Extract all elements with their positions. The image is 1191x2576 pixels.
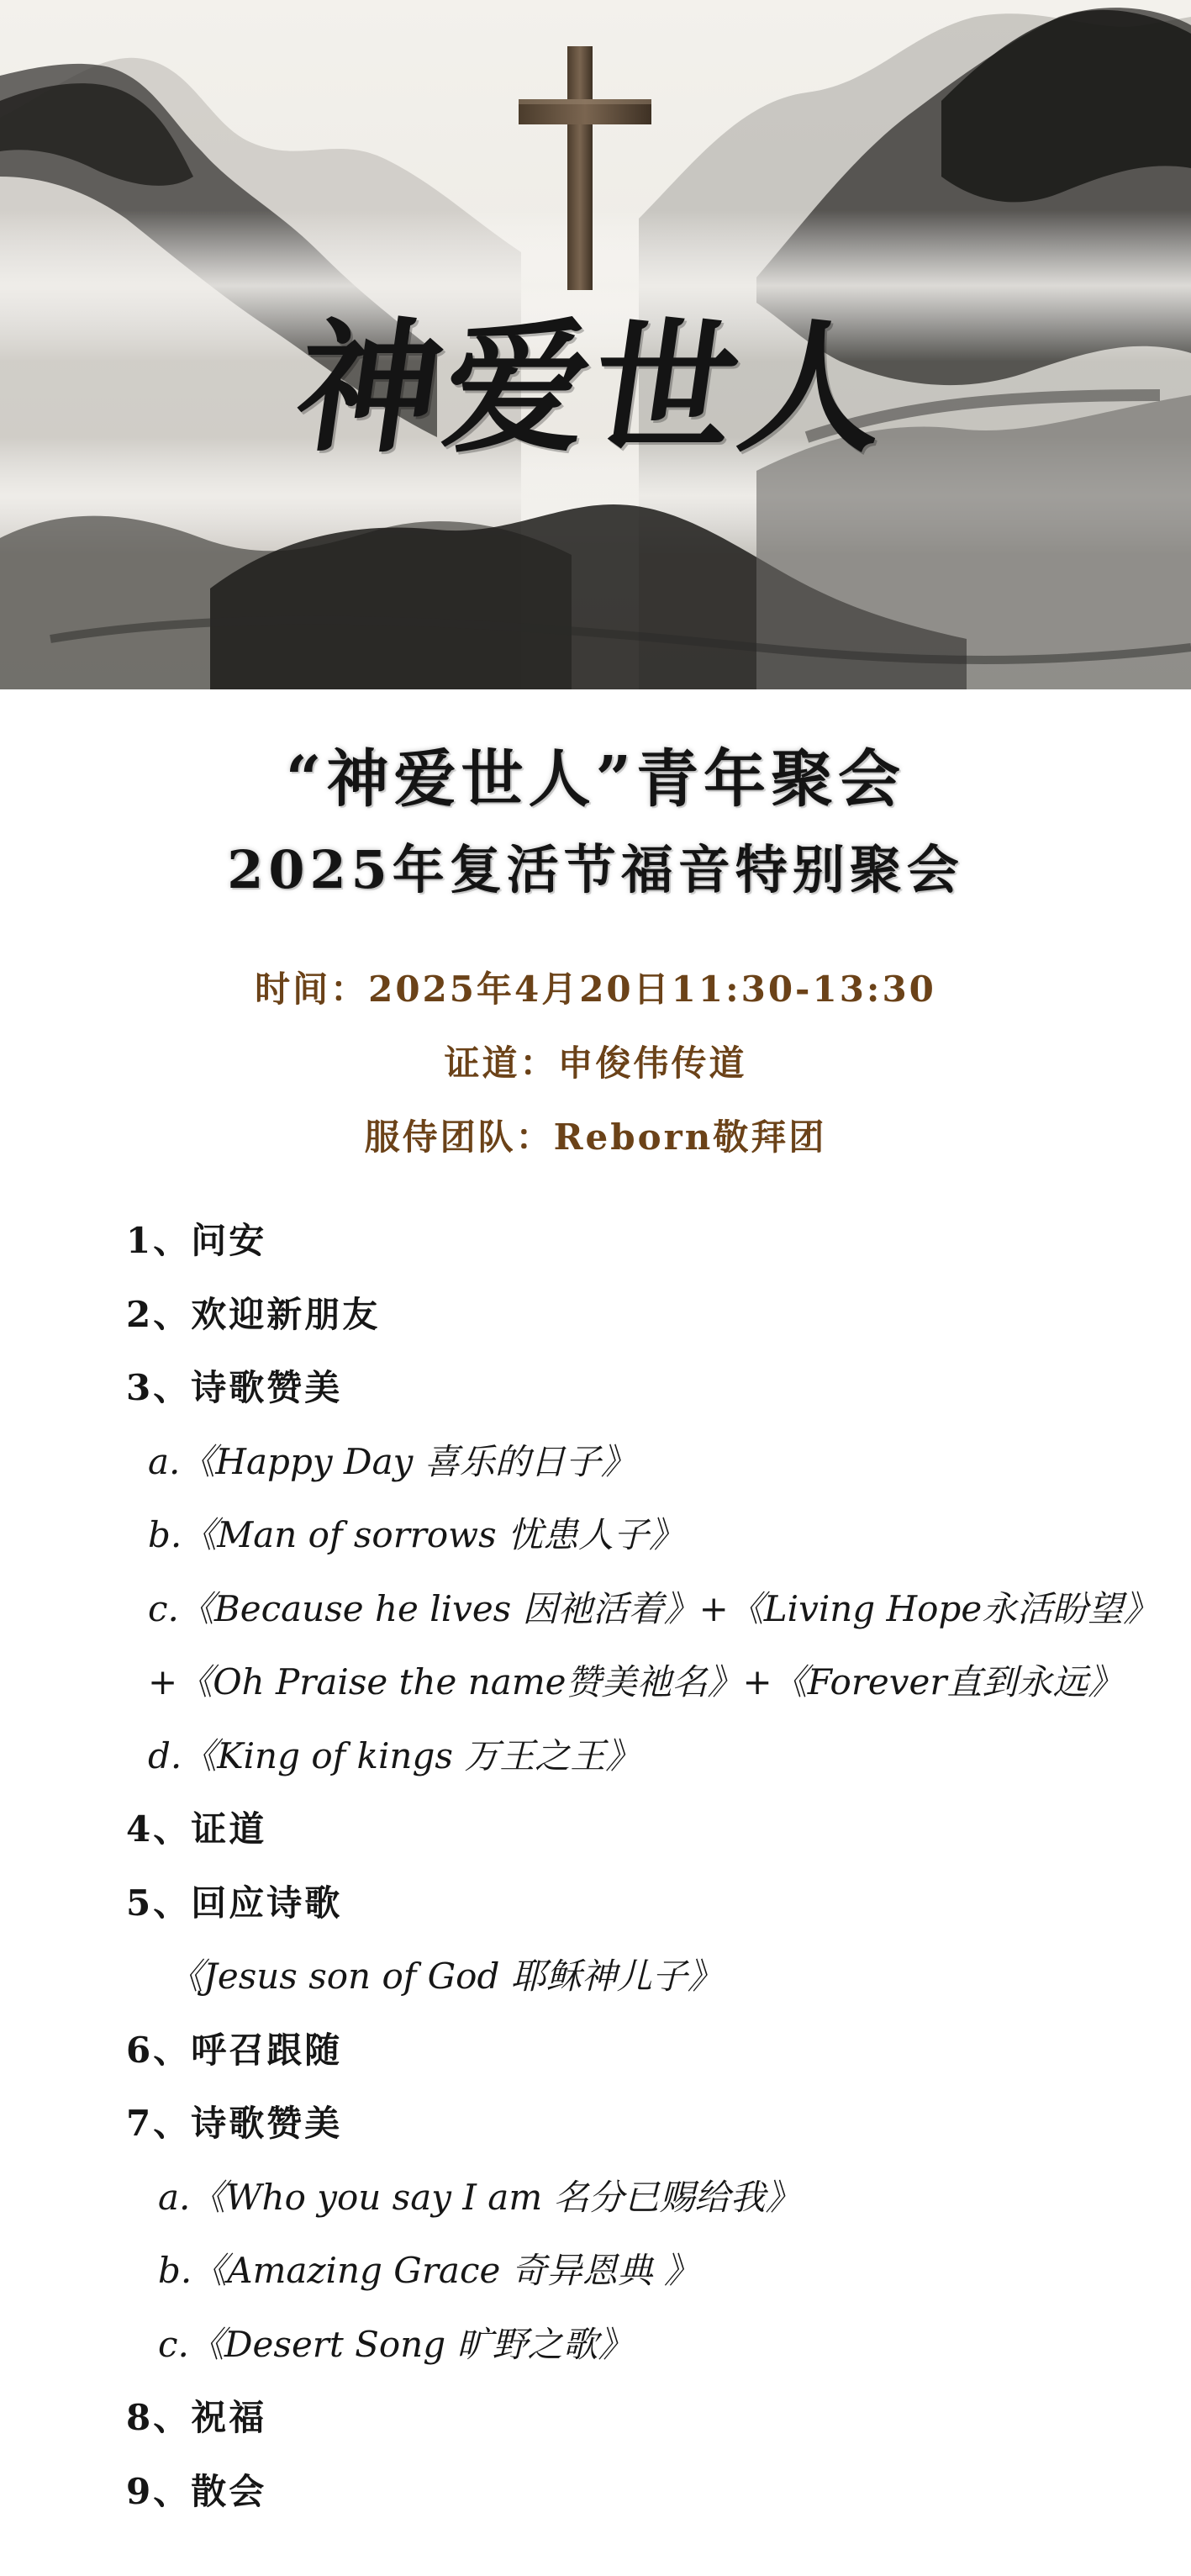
program-item-welcome: 2、欢迎新朋友 [126, 1293, 381, 1335]
song-item-continued: +《Oh Praise the name赞美祂名》+《Forever直到永远》 [148, 1661, 1124, 1702]
program-item-blessing: 8、祝福 [126, 2397, 267, 2438]
song-item: a.《Happy Day 喜乐的日子》 [148, 1440, 636, 1482]
hero-banner [0, 0, 1191, 689]
program-item-greeting: 1、问安 [126, 1220, 267, 1261]
event-title: “神爱世人”青年聚会 [285, 743, 906, 816]
program-item-praise-2: 7、诗歌赞美 [126, 2103, 343, 2144]
event-speaker: 证道：申俊伟传道 [444, 1043, 747, 1084]
song-item: d.《King of kings 万王之王》 [148, 1734, 641, 1776]
program-list [126, 1204, 1160, 2528]
event-subtitle: 2025年复活节福音特别聚会 [227, 839, 964, 900]
song-item: b.《Man of sorrows 忧患人子》 [148, 1514, 684, 1555]
event-team: 服侍团队：Reborn敬拜团 [364, 1116, 827, 1158]
song-item: c.《Desert Song 旷野之歌》 [158, 2323, 634, 2365]
program-item-dismissal: 9、散会 [126, 2470, 267, 2512]
hero-calligraphy-title: 神爱世人 [286, 304, 902, 472]
song-item: b.《Amazing Grace 奇异恩典 》 [158, 2250, 700, 2291]
song-item: c.《Because he lives 因祂活着》+《Living Hope永活盼望》 [148, 1587, 1159, 1629]
program-item-sermon: 4、证道 [126, 1808, 267, 1850]
program-item-altar-call: 6、呼召跟随 [126, 2029, 343, 2071]
song-item: 《Jesus son of God 耶稣神儿子》 [168, 1956, 723, 1997]
program-item-response-song: 5、回应诗歌 [126, 1882, 343, 1924]
event-time: 时间：2025年4月20日11:30-13:30 [255, 969, 936, 1010]
song-item: a.《Who you say I am 名分已赐给我》 [158, 2176, 801, 2218]
program-item-praise: 3、诗歌赞美 [126, 1367, 343, 1408]
